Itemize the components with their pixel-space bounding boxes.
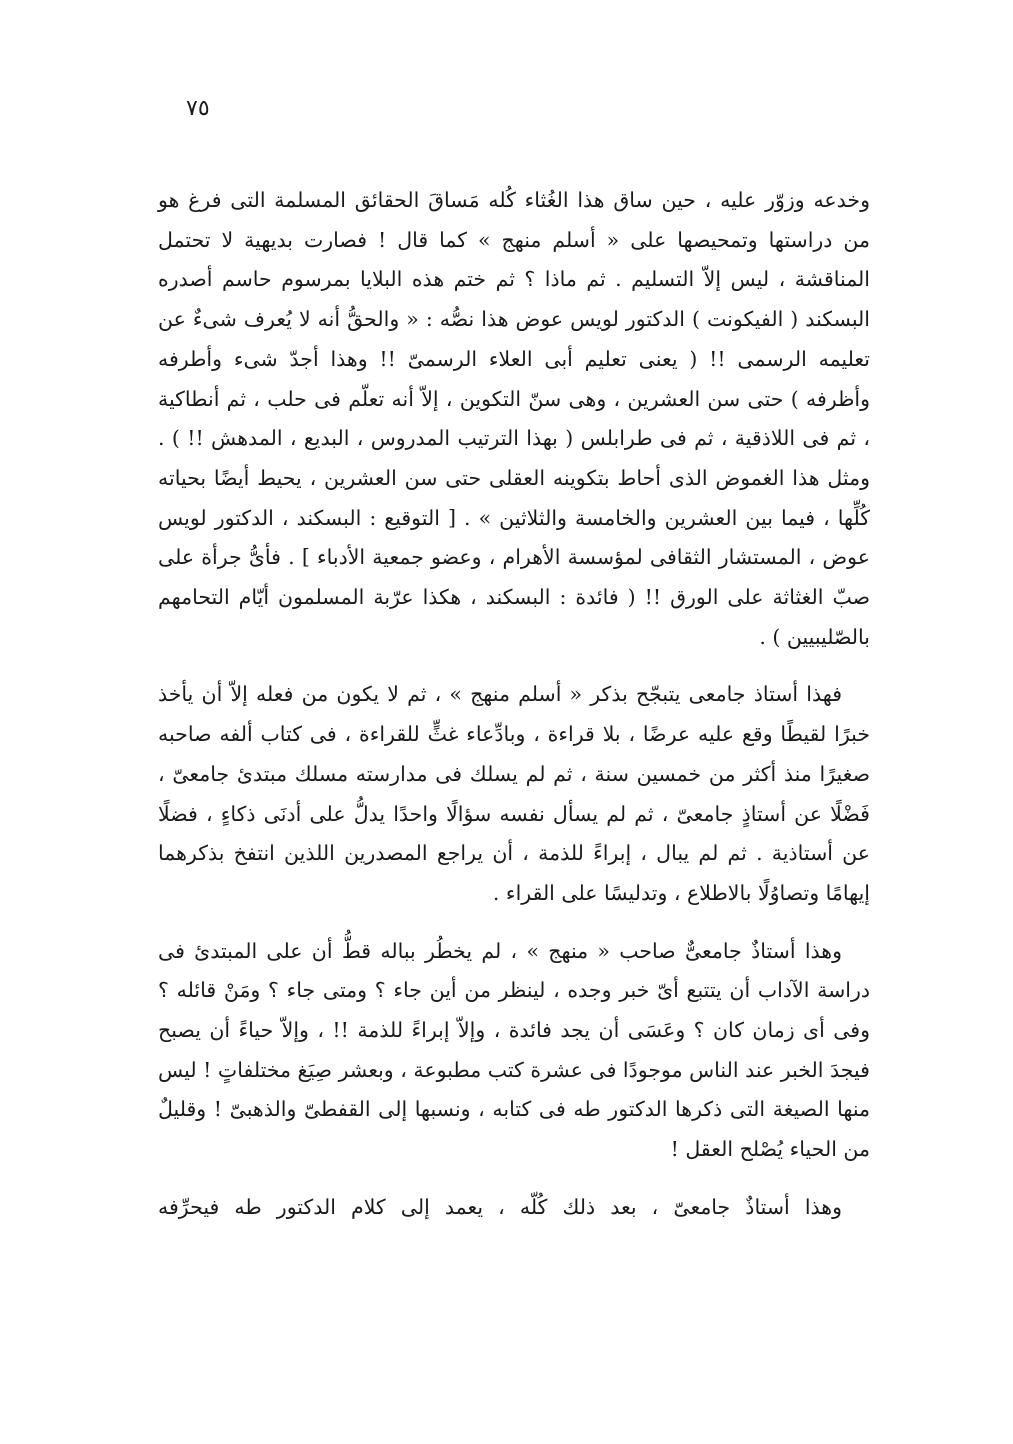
paragraph-1: وخدعه وزوّر عليه ، حين ساق هذا الغُثاء كُله مَساقَ الحقائق المسلمة التى فرغ هو من دراستها وتمحيصها على « أسلم منهج » كما قال ! فصارت بديهية لا تحتمل المناقشة ، ليس إلاّ التسليم . ثم ماذا ؟ ثم ختم هذه البلايا بمرسوم حاسم أصدره البسكند ( الفيكونت ) الدكتور لويس عوض هذا نصُّه : « والحقُّ أنه لا يُعرف شىءٌ عن تعليمه الرسمى !! ( يعنى تعليم أبى العلاء الرسمىّ !! وهذا أجدّ شىء وأطرفه وأظرفه ) حتى سن العشرين ، وهى سنّ التكوين ، إلاّ أنه تعلّم فى حلب ، ثم أنطاكية ، ثم فى اللاذقية ، ثم فى طرابلس ( بهذا الترتيب المدروس ، البديع ، المدهش !! ) . ومثل هذا الغموض الذى أحاط بتكوينه العقلى حتى سن العشرين ، يحيط أيضًا بحياته كُلِّها ، فيما بين العشرين والخامسة والثلاثين » . [ التوقيع : البسكند ، الدكتور لويس عوض ، المستشار الثقافى لمؤسسة الأهرام ، وعضو جمعية الأدباء ] . فأىُّ جرأة على صبّ الغثاثة على الورق !! ( فائدة : البسكند ، هكذا عرّبة المسلمون أيّام التحامهم بالصّليبيين ) . [158,188,871,649]
paragraph-3: وهذا أستاذٌ جامعىٌّ صاحب « منهج » ، لم يخطُر بباله قطُّ أن على المبتدئ فى دراسة الآداب أن يتتبع أىّ خبر وجده ، لينظر من أين جاء ؟ ومتى جاء ؟ ومَنْ قائله ؟ وفى أى زمان كان ؟ وعَسَى أن يجد فائدة ، وإلاّ إبراءً للذمة !! ، وإلاّ حياءً أن يصبح فيجدَ الخبر عند الناس موجودًا فى عشرة كتب مطبوعة ، وبعشر صِيَغ مختلفاتٍ ! ليس منها الصيغة التى ذكرها الدكتور طه فى كتابه ، ونسبها إلى القفطىّ والذهبىّ ! وقليلٌ من الحياء يُصْلح العقل ! [158,938,870,1162]
paragraph-4: وهذا أستاذٌ جامعىّ ، بعد ذلك كُلّه ، يعمد إلى كلام الدكتور طه فيحرِّفه [158,1194,842,1219]
page-number: ٧٥ [186,96,210,121]
paragraph-2: فهذا أستاذ جامعى يتبجّح بذكر « أسلم منهج » ، ثم لا يكون من فعله إلاّ أن يأخذ خبرًا لقيطًا وقع عليه عرضًا ، بلا قراءة ، وبادِّعاء غثٍّ للقراءة ، فى كتاب ألفه صاحبه صغيرًا منذ أكثر من خمسين سنة ، ثم لم يسلك فى مدارسته مسلك مبتدئ جامعىّ ، فَضْلًا عن أستاذٍ جامعىّ ، ثم لم يسأل نفسه سؤالًا واحدًا يدلُّ على أدنَى ذكاءٍ ، فضلًا عن أستاذية . ثم لم يبال ، إبراءً للذمة ، أن يراجع المصدرين اللذين انتفخ بذكرهما إيهامًا وتصاوُلًا بالاطلاع ، وتدليسًا على القراء . [158,682,870,905]
body-text [158,181,870,1228]
